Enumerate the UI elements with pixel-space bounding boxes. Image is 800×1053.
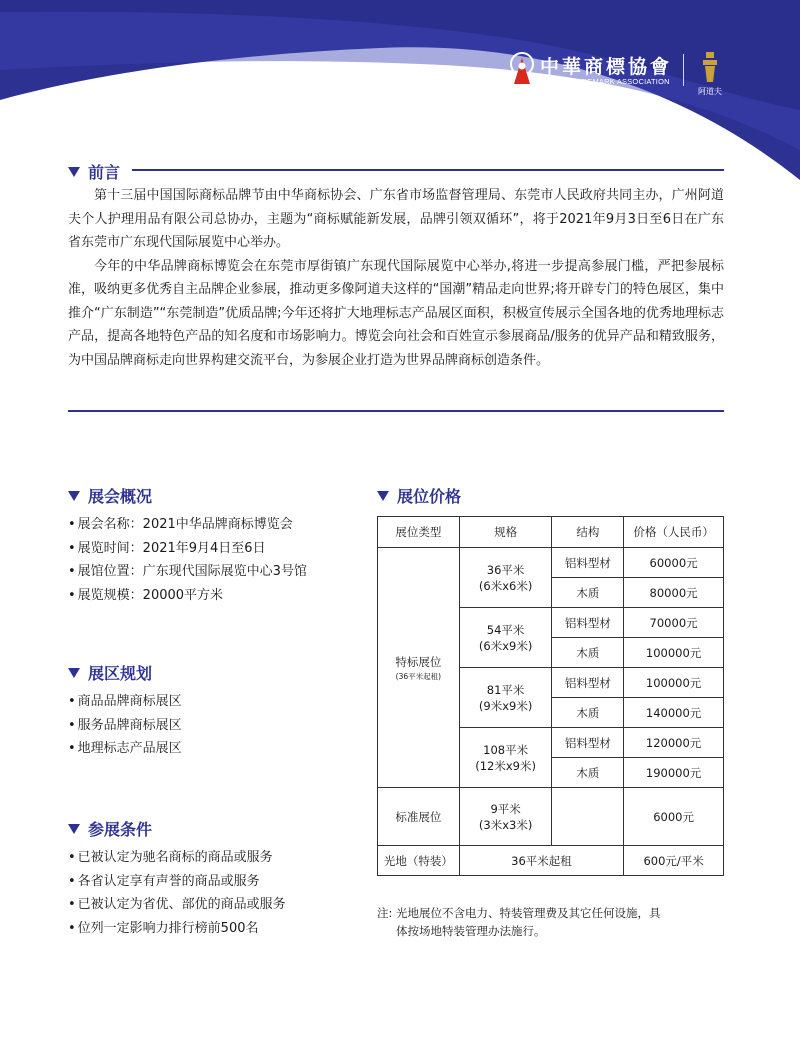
raw-space-label: 光地（特装） <box>378 846 460 876</box>
overview-list <box>68 513 307 607</box>
spec-area: 81平米 <box>486 682 525 697</box>
spec-dims: (6米x9米) <box>478 638 533 653</box>
pricing-note-line: 注: 光地展位不含电力、特装管理费及其它任何设施，具 <box>377 906 661 920</box>
table-header: 结构 <box>552 517 624 548</box>
list-item: • 展馆位置：广东现代国际展览中心3号馆 <box>68 560 307 584</box>
list-item: • 位列一定影响力排行榜前500名 <box>68 917 286 941</box>
association-logo <box>510 48 725 98</box>
list-item: • 商品品牌商标展区 <box>68 690 182 714</box>
price-cell: 70000元 <box>624 608 724 638</box>
spec-area: 54平米 <box>486 622 525 637</box>
triangle-bullet-icon <box>68 824 80 834</box>
triangle-bullet-icon <box>377 491 389 501</box>
pricing-title: 展位价格 <box>397 487 462 506</box>
spec-dims: (6米x6米) <box>478 578 533 593</box>
preface-paragraph: 第十三届中国国际商标品牌节由中华商标协会、广东省市场监督管理局、东莞市人民政府共同主办，广州阿道夫个人护理用品有限公司总协办，主题为“商标赋能新发展，品牌引领双循环”，将于2021年9月3日至6日在广东省东莞市广东现代国际展览中心举办。 <box>68 188 724 250</box>
price-cell: 190000元 <box>624 758 724 788</box>
table-header: 规格 <box>459 517 552 548</box>
conditions-list <box>68 846 286 940</box>
structure-cell: 木质 <box>552 578 624 608</box>
list-item: • 已被认定为驰名商标的商品或服务 <box>68 846 286 870</box>
conditions-title: 参展条件 <box>88 820 153 839</box>
price-cell: 60000元 <box>624 548 724 578</box>
spec-cell <box>459 548 552 608</box>
structure-cell: 木质 <box>552 638 624 668</box>
structure-cell: 木质 <box>552 758 624 788</box>
list-item: • 已被认定为省优、部优的商品或服务 <box>68 893 286 917</box>
structure-cell: 铝料型材 <box>552 728 624 758</box>
spec-cell <box>459 728 552 788</box>
list-item: • 展览规模：20000平方米 <box>68 584 307 608</box>
spec-area: 9平米 <box>490 801 521 816</box>
zones-list <box>68 690 182 761</box>
special-booth-cell <box>378 548 460 788</box>
table-header-row <box>378 517 724 548</box>
list-item: • 各省认定享有声誉的商品或服务 <box>68 870 286 894</box>
price-cell: 140000元 <box>624 698 724 728</box>
price-cell: 120000元 <box>624 728 724 758</box>
list-item: • 服务品牌商标展区 <box>68 714 182 738</box>
spec-dims: (3米x3米) <box>478 817 533 832</box>
partner-caption: 阿道夫 <box>698 87 722 96</box>
triangle-bullet-icon <box>68 491 80 501</box>
price-cell: 6000元 <box>624 788 724 846</box>
pricing-note-line: 体按场地特装管理办法施行。 <box>396 924 546 938</box>
overview-title: 展会概况 <box>88 487 153 506</box>
spec-cell <box>459 788 552 846</box>
logo-chinese-name: 中華商標協會 <box>540 56 673 78</box>
preface-heading-rule <box>132 169 724 171</box>
table-row <box>378 548 724 578</box>
zones-title: 展区规划 <box>88 664 153 683</box>
spec-area: 36平米 <box>486 562 525 577</box>
spec-dims: (9米x9米) <box>478 698 533 713</box>
table-header: 价格（人民币） <box>624 517 724 548</box>
preface-paragraph: 今年的中华品牌商标博览会在东莞市厚街镇广东现代国际展览中心举办,将进一步提高参展门槛，严把参展标准，吸纳更多优秀自主品牌企业参展，推动更多像阿道夫这样的“国潮”精品走向世界;将开辟专门的特色展区，集中推介“广东制造”“东莞制造”优质品牌;今年还将扩大地理标志产品展区面积，积极宣传展示全国各地的优秀地理标志产品，提高各地特色产品的知名度和市场影响力。博览会向社会和百姓宣示参展商品/服务的优异产品和精致服务，为中国品牌商标走向世界构建交流平台，为参展企业打造为世界品牌商标创造条件。 <box>68 258 724 368</box>
table-row <box>378 846 724 876</box>
price-cell: 100000元 <box>624 638 724 668</box>
preface-heading <box>68 160 120 183</box>
spec-cell: 36平米起租 <box>459 846 623 876</box>
price-cell: 600元/平米 <box>624 846 724 876</box>
zones-heading <box>68 661 152 684</box>
spec-cell <box>459 668 552 728</box>
preface-title: 前言 <box>88 163 121 182</box>
partner-logo <box>695 50 725 96</box>
list-item: • 地理标志产品展区 <box>68 737 182 761</box>
spec-dims: (12米x9米) <box>475 758 536 773</box>
standard-booth-label: 标准展位 <box>378 788 460 846</box>
structure-cell: 木质 <box>552 698 624 728</box>
logo-english-name: CHINA TRADEMARK ASSOCIATION <box>540 77 670 86</box>
table-row <box>378 788 724 846</box>
table-header: 展位类型 <box>378 517 460 548</box>
special-booth-note: (36平米起租) <box>395 671 442 681</box>
conditions-heading <box>68 817 152 840</box>
pricing-heading <box>377 484 461 507</box>
pricing-note <box>377 904 727 940</box>
list-item: • 展会名称：2021中华品牌商标博览会 <box>68 513 307 537</box>
trademark-association-emblem-icon <box>510 52 534 86</box>
logo-divider <box>683 54 684 86</box>
structure-cell: 铝料型材 <box>552 548 624 578</box>
special-booth-label: 特标展位 <box>395 654 442 669</box>
triangle-bullet-icon <box>68 167 80 177</box>
preface-divider <box>68 410 724 412</box>
structure-cell <box>552 788 624 846</box>
adaofu-bottle-icon <box>695 50 725 84</box>
booth-price-table <box>377 516 724 876</box>
triangle-bullet-icon <box>68 668 80 678</box>
overview-heading <box>68 484 152 507</box>
structure-cell: 铝料型材 <box>552 668 624 698</box>
price-cell: 100000元 <box>624 668 724 698</box>
list-item: • 展览时间：2021年9月4日至6日 <box>68 537 307 561</box>
spec-area: 108平米 <box>483 742 529 757</box>
price-cell: 80000元 <box>624 578 724 608</box>
preface-body <box>68 184 724 372</box>
spec-cell <box>459 608 552 668</box>
structure-cell: 铝料型材 <box>552 608 624 638</box>
